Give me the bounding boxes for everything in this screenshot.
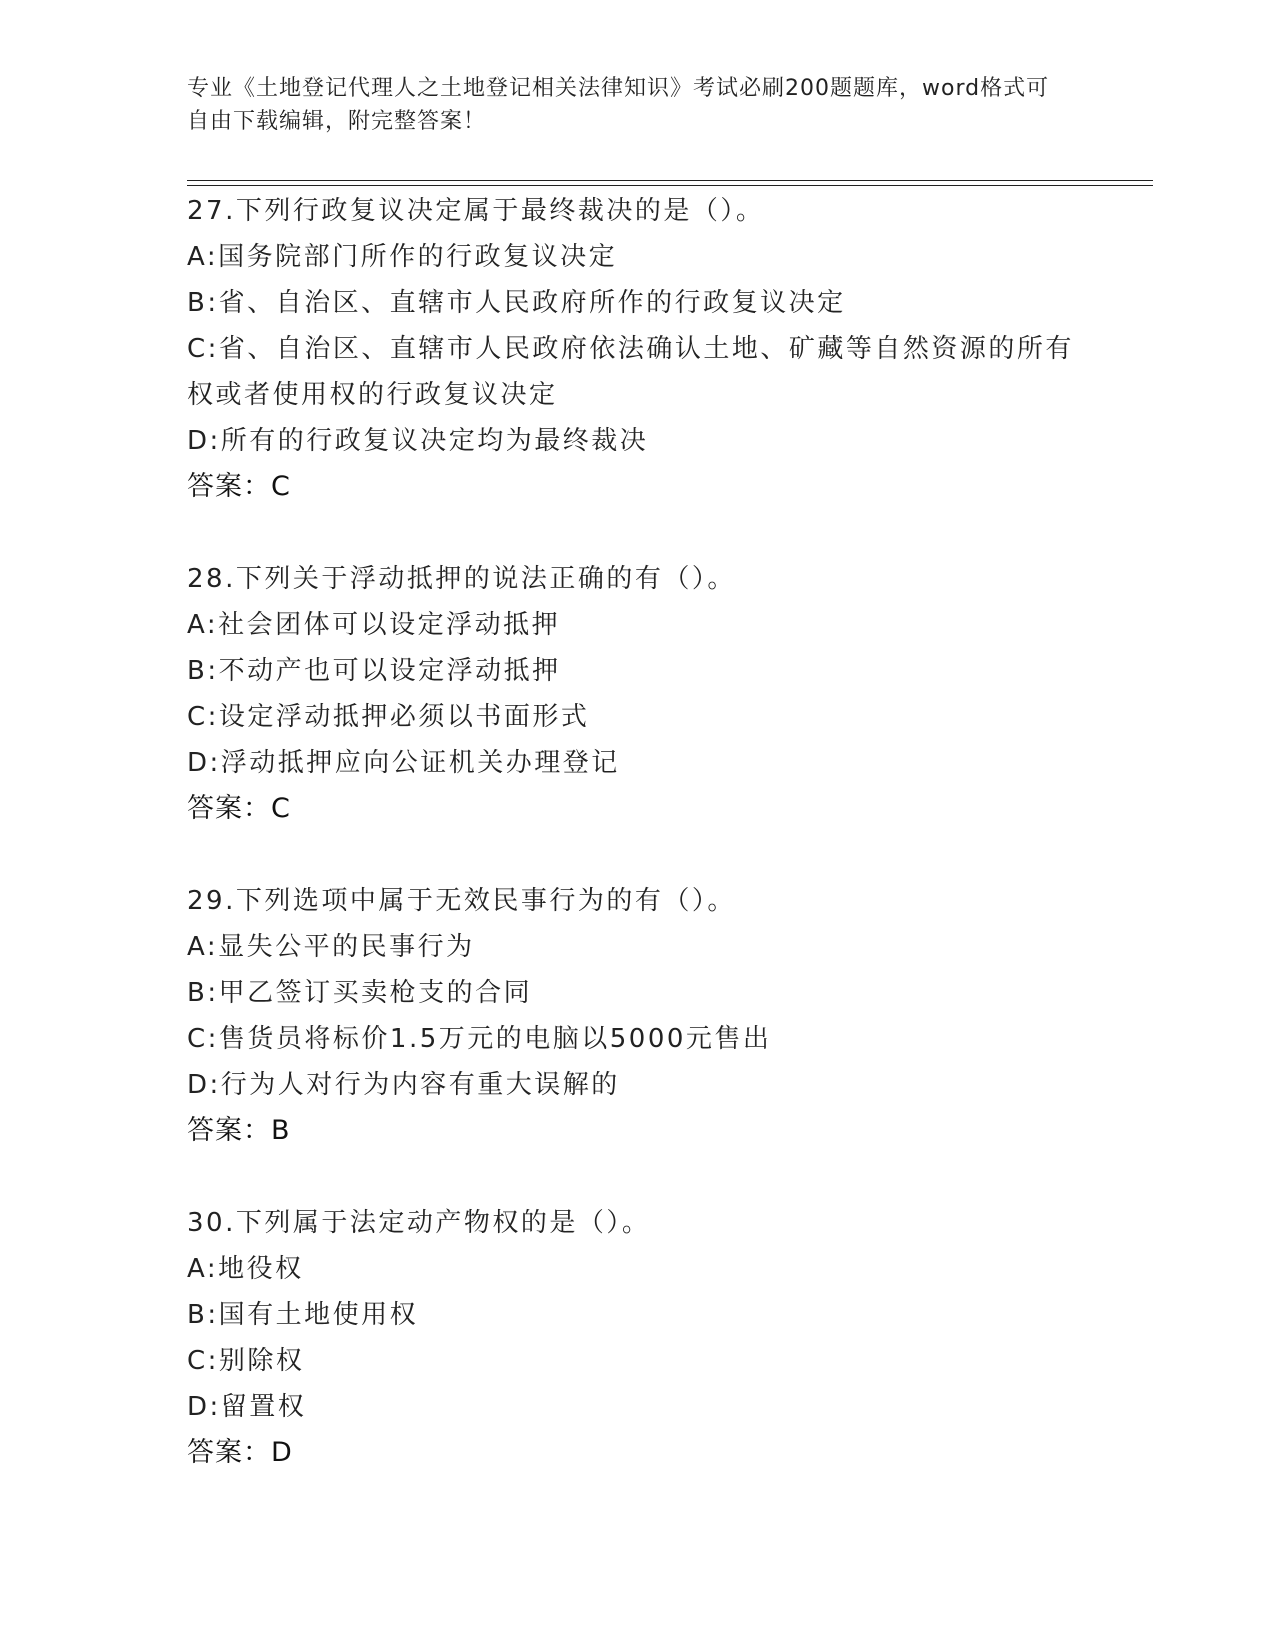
answer-label: 答案：D <box>187 1437 293 1468</box>
question-30 <box>187 1200 1087 1476</box>
answer-label: 答案：B <box>187 1115 291 1146</box>
option-a: A:社会团体可以设定浮动抵押 <box>187 610 561 640</box>
option-b: B:省、自治区、直辖市人民政府所作的行政复议决定 <box>187 288 846 318</box>
question-list <box>187 188 1087 1522</box>
question-29 <box>187 878 1087 1154</box>
option-a: A:显失公平的民事行为 <box>187 932 475 962</box>
header-divider-bottom <box>187 185 1153 186</box>
option-d: D:行为人对行为内容有重大误解的 <box>187 1070 620 1100</box>
option-b: B:甲乙签订买卖枪支的合同 <box>187 978 533 1008</box>
document-header: 专业《土地登记代理人之土地登记相关法律知识》考试必刷200题题库，word格式可自由下载编辑，附完整答案！ <box>187 76 1050 134</box>
answer-label: 答案：C <box>187 793 291 824</box>
question-28 <box>187 556 1087 832</box>
option-d: D:浮动抵押应向公证机关办理登记 <box>187 748 620 778</box>
option-a: A:地役权 <box>187 1254 304 1284</box>
option-d: D:留置权 <box>187 1392 307 1422</box>
option-d: D:所有的行政复议决定均为最终裁决 <box>187 426 649 456</box>
question-stem: 30.下列属于法定动产物权的是（）。 <box>187 1208 651 1238</box>
option-c: C:售货员将标价1.5万元的电脑以5000元售出 <box>187 1024 772 1054</box>
question-stem: 28.下列关于浮动抵押的说法正确的有（）。 <box>187 564 736 594</box>
option-a: A:国务院部门所作的行政复议决定 <box>187 242 618 272</box>
option-c: C:设定浮动抵押必须以书面形式 <box>187 702 590 732</box>
option-c: C:别除权 <box>187 1346 305 1376</box>
option-b: B:不动产也可以设定浮动抵押 <box>187 656 561 686</box>
question-stem: 27.下列行政复议决定属于最终裁决的是（）。 <box>187 196 765 226</box>
header-divider-top <box>187 180 1153 181</box>
option-c: C:省、自治区、直辖市人民政府依法确认土地、矿藏等自然资源的所有权或者使用权的行政复议决定 <box>187 334 1074 410</box>
question-stem: 29.下列选项中属于无效民事行为的有（）。 <box>187 886 736 916</box>
question-27 <box>187 188 1087 510</box>
option-b: B:国有土地使用权 <box>187 1300 419 1330</box>
answer-label: 答案：C <box>187 471 291 502</box>
